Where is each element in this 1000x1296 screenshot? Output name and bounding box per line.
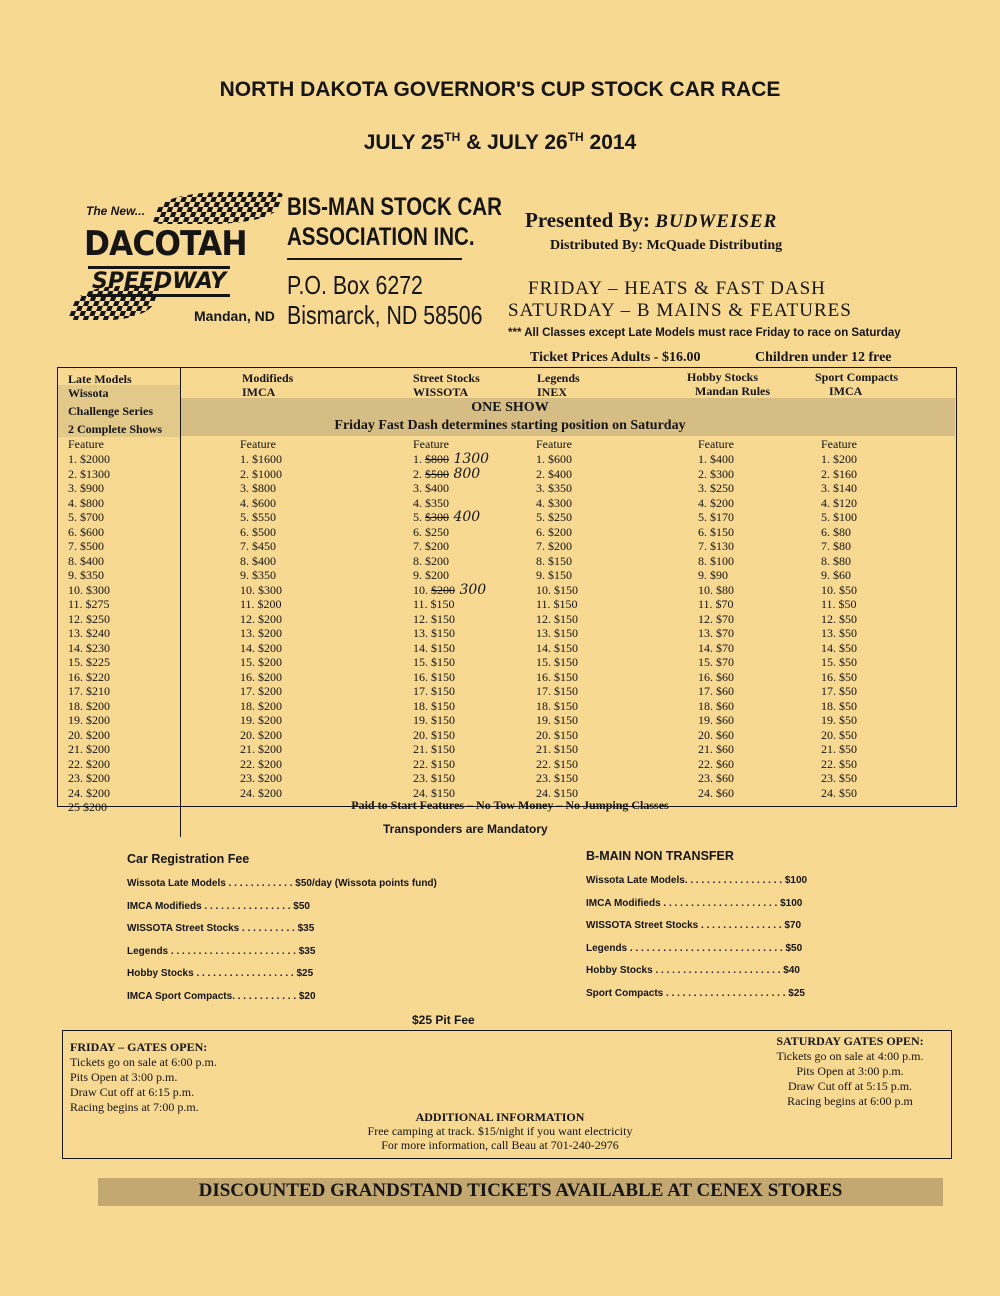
classes-note: *** All Classes except Late Models must race Friday to race on Saturday bbox=[508, 327, 901, 339]
payout-row: 19. $150 bbox=[536, 713, 578, 727]
payout-row: 3. $900 bbox=[68, 481, 104, 495]
payout-row: 21. $150 bbox=[536, 742, 578, 756]
payout-row: 9. $350 bbox=[240, 568, 276, 582]
payout-row: 11. $150 bbox=[536, 597, 578, 611]
payout-row: 13. $200 bbox=[240, 626, 282, 640]
payout-row: 10. $200 300 bbox=[413, 581, 487, 598]
payout-row: 22. $50 bbox=[821, 756, 857, 771]
payout-row: 7. $200 bbox=[413, 539, 449, 553]
paid-to-start-note: Paid to Start Features – No Tow Money – No Jumping Classes bbox=[351, 798, 669, 812]
payout-row: 1. $600 bbox=[536, 452, 572, 466]
payout-row: 10. $80 bbox=[698, 582, 734, 597]
fee-item: IMCA Sport Compacts. . . . . . . . . . . . $20 bbox=[127, 990, 316, 1002]
payout-row: 2. $160 bbox=[821, 466, 857, 481]
payout-row: 16. $50 bbox=[821, 669, 857, 684]
payout-row: 3. $400 bbox=[413, 481, 449, 495]
fee-item: WISSOTA Street Stocks . . . . . . . . . . . . . . . $70 bbox=[586, 920, 802, 931]
payout-row: 4. $800 bbox=[68, 495, 104, 510]
ticket-prices: Ticket Prices Adults - $16.00 bbox=[530, 350, 701, 365]
payout-row: 14. $200 bbox=[240, 640, 282, 655]
payout-row: 6. $150 bbox=[698, 524, 734, 539]
payout-row: 15. $70 bbox=[698, 655, 734, 669]
payout-row: 13. $150 bbox=[413, 626, 455, 640]
payout-row: 14. $150 bbox=[536, 640, 578, 655]
payout-row: 25 $200 bbox=[68, 800, 107, 814]
additional-info: ADDITIONAL INFORMATION Free camping at track. $15/night if you want electricity For more information, call Beau at 701-240-2976 bbox=[367, 1110, 633, 1152]
payout-row: 9. $350 bbox=[68, 568, 104, 582]
payout-row: 11. $150 bbox=[413, 597, 455, 611]
payout-row: 24. $150 bbox=[536, 785, 578, 800]
payout-row: 23. $60 bbox=[698, 771, 734, 785]
payout-row: 23. $150 bbox=[413, 771, 455, 785]
payout-row: 17. $150 bbox=[413, 684, 455, 698]
payout-row: 3. $800 bbox=[240, 481, 276, 495]
payout-row: 19. $50 bbox=[821, 713, 857, 727]
payout-row: 8. $80 bbox=[821, 553, 851, 568]
payout-row: 18. $50 bbox=[821, 698, 857, 713]
registration-title: Car Registration Fee bbox=[127, 852, 250, 866]
payout-row: 22. $200 bbox=[68, 756, 110, 771]
payout-row: 4. $300 bbox=[536, 495, 572, 510]
feature-label: Feature bbox=[68, 437, 104, 451]
feature-label: Feature bbox=[821, 437, 857, 451]
payout-row: 12. $50 bbox=[821, 611, 857, 626]
payout-row: 19. $150 bbox=[413, 713, 455, 727]
payout-row: 14. $50 bbox=[821, 640, 857, 655]
payout-row: 22. $60 bbox=[698, 756, 734, 771]
payout-row: 8. $150 bbox=[536, 553, 572, 568]
payout-row: 17. $210 bbox=[68, 684, 110, 698]
payout-row: 22. $150 bbox=[413, 756, 455, 771]
payout-row: 10. $150 bbox=[536, 582, 578, 597]
payout-row: 24. $50 bbox=[821, 785, 857, 800]
payout-row: 13. $240 bbox=[68, 626, 110, 640]
payout-row: 24. $60 bbox=[698, 785, 734, 800]
payout-row: 17. $200 bbox=[240, 684, 282, 698]
payout-row: 17. $60 bbox=[698, 684, 734, 698]
saturday-schedule: SATURDAY – B MAINS & FEATURES bbox=[508, 300, 852, 321]
payout-row: 15. $50 bbox=[821, 655, 857, 669]
payout-row: 24. $200 bbox=[68, 785, 110, 800]
payout-row: 22. $150 bbox=[536, 756, 578, 771]
payout-row: 19. $60 bbox=[698, 713, 734, 727]
payout-row: 18. $200 bbox=[68, 698, 110, 713]
payout-row: 6. $80 bbox=[821, 524, 851, 539]
payout-row: 24. $200 bbox=[240, 785, 282, 800]
sport-compacts-header: Sport Compacts IMCA bbox=[815, 370, 898, 398]
payout-row: 4. $600 bbox=[240, 495, 276, 510]
payout-row: 14. $230 bbox=[68, 640, 110, 655]
payout-row: 15. $150 bbox=[413, 655, 455, 669]
payout-row: 1. $2000 bbox=[68, 452, 110, 466]
payout-row: 14. $70 bbox=[698, 640, 734, 655]
payout-row: 19. $200 bbox=[240, 713, 282, 727]
payout-row: 12. $250 bbox=[68, 611, 110, 626]
payout-row: 5. $550 bbox=[240, 510, 276, 524]
divider bbox=[287, 258, 462, 260]
payout-row: 18. $60 bbox=[698, 698, 734, 713]
payout-row: 7. $500 bbox=[68, 539, 104, 553]
payout-row: 5. $300 400 bbox=[413, 509, 481, 525]
payout-row: 12. $200 bbox=[240, 611, 282, 626]
payout-row: 13. $50 bbox=[821, 626, 857, 640]
hobby-stocks-header: Hobby Stocks Mandan Rules bbox=[687, 370, 771, 398]
legends-header: Legends INEX bbox=[537, 371, 580, 399]
payout-row: 6. $200 bbox=[536, 524, 572, 539]
street-stocks-column bbox=[413, 437, 489, 800]
payout-row: 11. $275 bbox=[68, 597, 110, 611]
payout-row: 6. $250 bbox=[413, 524, 449, 539]
fee-item: Wissota Late Models. . . . . . . . . . . . . . . . . . $100 bbox=[586, 875, 808, 886]
payout-row: 5. $100 bbox=[821, 510, 857, 524]
payout-row: 7. $200 bbox=[536, 539, 572, 553]
bmain-title: B-MAIN NON TRANSFER bbox=[586, 849, 734, 863]
payout-row: 15. $150 bbox=[536, 655, 578, 669]
payout-row: 5. $250 bbox=[536, 510, 572, 524]
distributed-by: Distributed By: McQuade Distributing bbox=[550, 238, 783, 253]
payout-row: 24. $150 bbox=[413, 785, 455, 800]
payout-row: 13. $150 bbox=[536, 626, 578, 640]
payout-row: 2. $300 bbox=[698, 466, 734, 481]
payout-row: 2. $500 800 bbox=[413, 465, 481, 482]
one-show-label: ONE SHOW bbox=[471, 400, 549, 415]
payout-row: 9. $200 bbox=[413, 568, 449, 582]
payout-row: 13. $70 bbox=[698, 626, 734, 640]
payout-row: 10. $300 bbox=[240, 582, 282, 597]
payout-row: 20. $200 bbox=[240, 727, 282, 742]
payout-row: 17. $150 bbox=[536, 684, 578, 698]
feature-label: Feature bbox=[240, 437, 276, 451]
payout-row: 16. $60 bbox=[698, 669, 734, 684]
payout-row: 9. $150 bbox=[536, 568, 572, 582]
payout-row: 12. $150 bbox=[413, 611, 455, 626]
payout-row: 7. $80 bbox=[821, 539, 851, 553]
payout-row: 23. $50 bbox=[821, 771, 857, 785]
fast-dash-note: Friday Fast Dash determines starting position on Saturday bbox=[334, 418, 686, 433]
event-dates: JULY 25TH & JULY 26TH 2014 bbox=[363, 130, 637, 154]
payout-row: 11. $50 bbox=[821, 597, 857, 611]
payout-row: 20. $150 bbox=[413, 727, 455, 742]
friday-gates: FRIDAY – GATES OPEN: Tickets go on sale at 6:00 p.m. Pits Open at 3:00 p.m. Draw Cut off at 6:15 p.m. Racing begins at 7:00 p.m. bbox=[70, 1040, 217, 1114]
fee-item: IMCA Modifieds . . . . . . . . . . . . . . . . . . . . . $100 bbox=[586, 897, 803, 909]
payout-row: 15. $200 bbox=[240, 655, 282, 669]
bmain-list bbox=[586, 875, 807, 1010]
late-models-header: Late Models Wissota Challenge Series 2 Complete Shows bbox=[68, 372, 163, 436]
payout-row: 1. $800 1300 bbox=[413, 451, 490, 467]
payout-row: 18. $200 bbox=[240, 698, 282, 713]
payout-row: 8. $200 bbox=[413, 553, 449, 568]
payout-row: 12. $70 bbox=[698, 611, 734, 626]
speedway-logo bbox=[68, 188, 288, 338]
late-models-column bbox=[68, 437, 110, 815]
modifieds-header: Modifieds IMCA bbox=[242, 371, 294, 399]
payout-row: 5. $170 bbox=[698, 510, 734, 524]
payout-row: 4. $120 bbox=[821, 495, 857, 510]
discount-banner: DISCOUNTED GRANDSTAND TICKETS AVAILABLE AT CENEX STORES bbox=[198, 1180, 843, 1201]
payout-row: 11. $200 bbox=[240, 597, 282, 611]
feature-label: Feature bbox=[413, 437, 449, 451]
hobby-stocks-column bbox=[698, 437, 734, 800]
feature-label: Feature bbox=[698, 437, 734, 451]
association-address: P.O. Box 6272 Bismarck, ND 58506 bbox=[287, 270, 483, 330]
payout-row: 10. $50 bbox=[821, 582, 857, 597]
payout-row: 17. $50 bbox=[821, 684, 857, 698]
payout-row: 3. $350 bbox=[536, 481, 572, 495]
payout-row: 21. $200 bbox=[68, 742, 110, 756]
payout-row: 20. $60 bbox=[698, 727, 734, 742]
street-stocks-header: Street Stocks WISSOTA bbox=[413, 371, 480, 399]
payout-row: 21. $50 bbox=[821, 742, 857, 756]
fee-item: IMCA Modifieds . . . . . . . . . . . . . . . . $50 bbox=[127, 900, 310, 912]
fee-item: Legends . . . . . . . . . . . . . . . . . . . . . . . . . . . . $50 bbox=[586, 942, 803, 954]
divider bbox=[180, 367, 181, 837]
payout-row: 16. $150 bbox=[413, 669, 455, 684]
sport-compacts-column bbox=[821, 437, 857, 800]
payout-row: 9. $60 bbox=[821, 568, 851, 582]
payout-row: 2. $1000 bbox=[240, 466, 282, 481]
presented-by: Presented By: BUDWEISER bbox=[525, 208, 778, 232]
payout-row: 8. $400 bbox=[68, 553, 104, 568]
payout-row: 23. $150 bbox=[536, 771, 578, 785]
payout-row: 8. $400 bbox=[240, 553, 276, 568]
payout-row: 14. $150 bbox=[413, 640, 455, 655]
logo-the-new: The New... bbox=[86, 204, 145, 218]
payout-row: 6. $600 bbox=[68, 524, 104, 539]
payout-row: 3. $250 bbox=[698, 481, 734, 495]
payout-row: 18. $150 bbox=[413, 698, 455, 713]
payout-row: 4. $200 bbox=[698, 495, 734, 510]
payout-row: 23. $200 bbox=[68, 771, 110, 785]
payout-row: 1. $1600 bbox=[240, 452, 282, 466]
payout-row: 22. $200 bbox=[240, 756, 282, 771]
logo-name: DACOTAH bbox=[84, 224, 247, 264]
payout-row: 7. $450 bbox=[240, 539, 276, 553]
payout-row: 2. $400 bbox=[536, 466, 572, 481]
pit-fee: $25 Pit Fee bbox=[412, 1013, 475, 1027]
fee-item: WISSOTA Street Stocks . . . . . . . . . . $35 bbox=[127, 923, 315, 934]
payout-row: 2. $1300 bbox=[68, 466, 110, 481]
payout-row: 21. $150 bbox=[413, 742, 455, 756]
payout-row: 8. $100 bbox=[698, 553, 734, 568]
payout-row: 21. $60 bbox=[698, 742, 734, 756]
payout-row: 21. $200 bbox=[240, 742, 282, 756]
payout-row: 15. $225 bbox=[68, 655, 110, 669]
payout-row: 6. $500 bbox=[240, 524, 276, 539]
payout-row: 7. $130 bbox=[698, 539, 734, 553]
payout-row: 20. $200 bbox=[68, 727, 110, 742]
payout-row: 16. $220 bbox=[68, 669, 110, 684]
fee-item: Hobby Stocks . . . . . . . . . . . . . . . . . . . . . . . $40 bbox=[586, 965, 800, 976]
friday-schedule: FRIDAY – HEATS & FAST DASH bbox=[528, 278, 826, 299]
payout-row: 3. $140 bbox=[821, 481, 857, 495]
payout-row: 18. $150 bbox=[536, 698, 578, 713]
fee-item: Legends . . . . . . . . . . . . . . . . . . . . . . . $35 bbox=[127, 945, 316, 957]
modifieds-column bbox=[240, 437, 282, 800]
fee-item: Hobby Stocks . . . . . . . . . . . . . . . . . . $25 bbox=[127, 968, 314, 979]
fee-item: Wissota Late Models . . . . . . . . . . . . $50/day (Wissota points fund) bbox=[127, 878, 437, 889]
checkered-flag-icon bbox=[152, 192, 284, 224]
payout-row: 19. $200 bbox=[68, 713, 110, 727]
association-name: BIS-MAN STOCK CAR ASSOCIATION INC. bbox=[287, 193, 502, 251]
feature-label: Feature bbox=[536, 437, 572, 451]
fee-item: Sport Compacts . . . . . . . . . . . . . . . . . . . . . . $25 bbox=[586, 987, 805, 999]
payout-row: 9. $90 bbox=[698, 568, 728, 582]
payout-row: 16. $200 bbox=[240, 669, 282, 684]
payout-row: 12. $150 bbox=[536, 611, 578, 626]
payout-row: 1. $400 bbox=[698, 452, 734, 466]
children-free: Children under 12 free bbox=[755, 350, 892, 365]
payout-row: 20. $50 bbox=[821, 727, 857, 742]
legends-column bbox=[536, 437, 578, 800]
payout-row: 1. $200 bbox=[821, 452, 857, 466]
payout-row: 23. $200 bbox=[240, 771, 282, 785]
payout-row: 16. $150 bbox=[536, 669, 578, 684]
payout-row: 5. $700 bbox=[68, 510, 104, 524]
payout-row: 11. $70 bbox=[698, 597, 734, 611]
payout-row: 4. $350 bbox=[413, 495, 449, 510]
registration-list bbox=[127, 878, 437, 1013]
saturday-gates: SATURDAY GATES OPEN: Tickets go on sale at 4:00 p.m. Pits Open at 3:00 p.m. Draw Cut off at 5:15 p.m. Racing begins at 6:00 p.m bbox=[776, 1034, 924, 1108]
payout-row: 10. $300 bbox=[68, 582, 110, 597]
transponders-note: Transponders are Mandatory bbox=[383, 822, 548, 836]
page-title: NORTH DAKOTA GOVERNOR'S CUP STOCK CAR RACE bbox=[219, 78, 781, 101]
logo-speedway: SPEEDWAY bbox=[88, 266, 230, 297]
logo-city: Mandan, ND bbox=[194, 308, 275, 324]
payout-row: 20. $150 bbox=[536, 727, 578, 742]
